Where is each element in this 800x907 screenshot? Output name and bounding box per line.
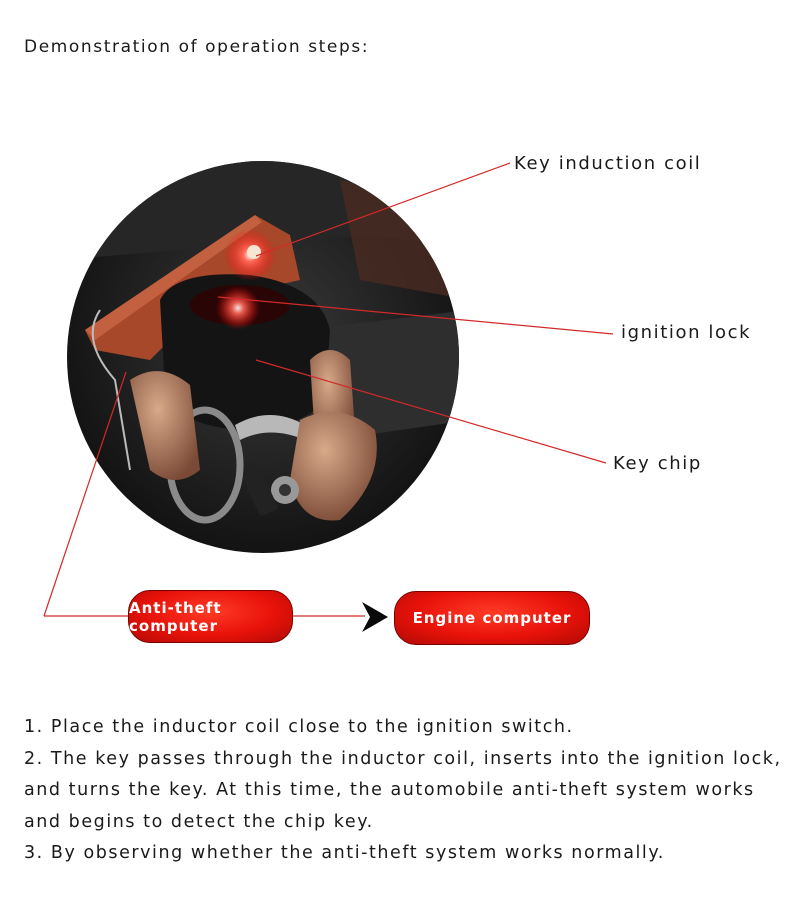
step-2: 2. The key passes through the inductor coil, inserts into the ignition lock, and turns the key. At this time, the automobile anti-theft system works and begins to detect the chip key.	[24, 748, 782, 832]
engine-computer-box: Engine computer	[394, 591, 590, 645]
arrow-right-icon	[362, 602, 388, 632]
label-ignition-lock: ignition lock	[621, 322, 752, 343]
anti-theft-computer-box: Anti-theft computer	[128, 590, 293, 643]
page-title: Demonstration of operation steps:	[24, 37, 370, 57]
step-1: 1. Place the inductor coil close to the ignition switch.	[24, 717, 574, 737]
step-3: 3. By observing whether the anti-theft system works normally.	[24, 843, 665, 863]
key-photo	[60, 150, 470, 570]
label-key-induction-coil: Key induction coil	[514, 153, 702, 174]
steps-list	[24, 712, 794, 870]
label-key-chip: Key chip	[613, 453, 702, 474]
